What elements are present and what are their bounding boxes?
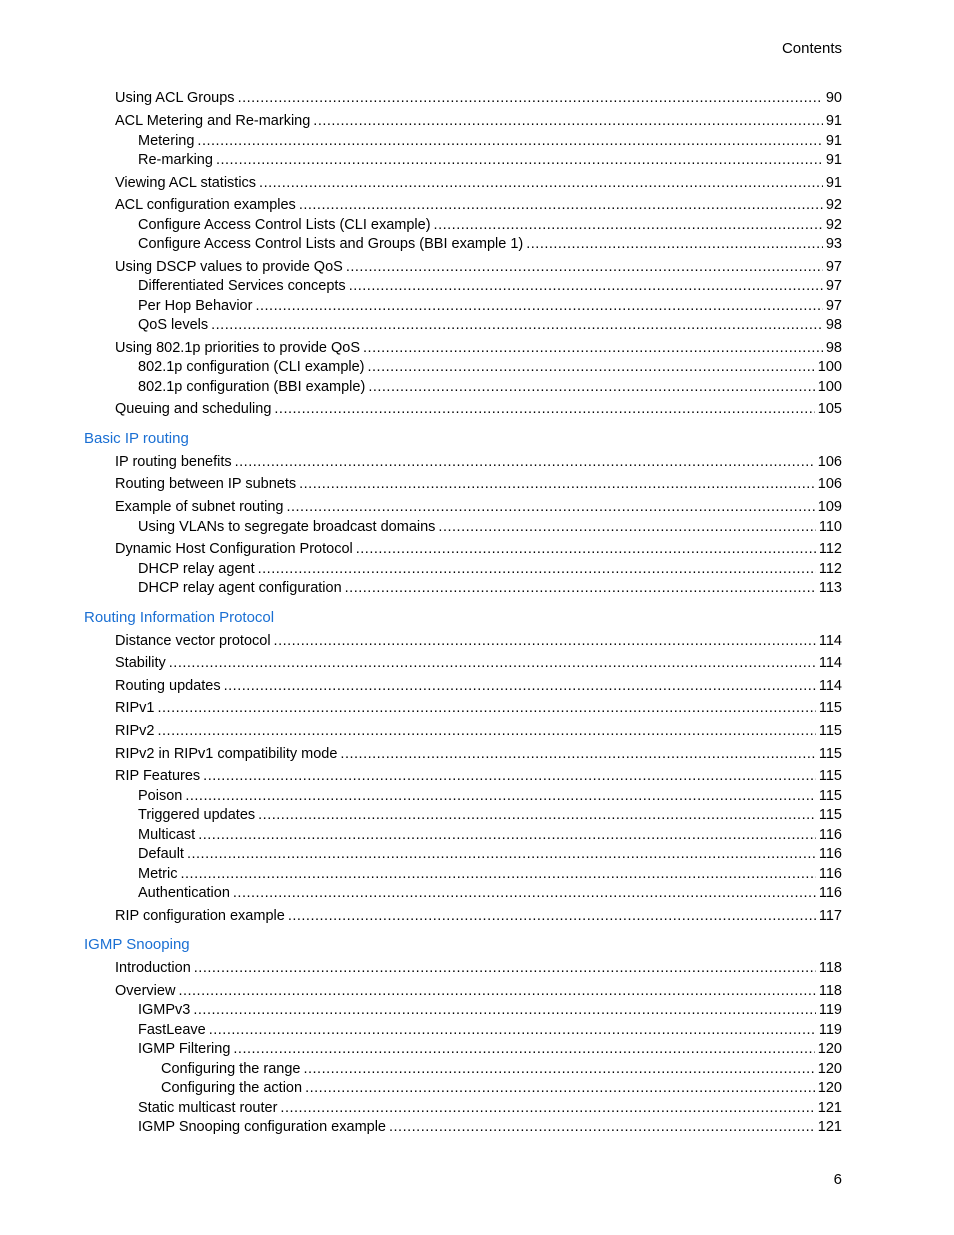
toc-entry-title: Triggered updates [138,807,256,823]
toc-entry[interactable] [138,132,842,150]
toc-entry-page-number: 120 [817,1041,842,1057]
dot-leader [368,378,814,396]
toc-entry-title: 802.1p configuration (BBI example) [138,379,366,395]
toc-entry-title: ACL configuration examples [115,197,296,213]
toc-entry-title: RIPv2 [115,723,155,739]
toc-entry-title: FastLeave [138,1022,206,1038]
toc-entry[interactable] [138,277,842,295]
toc-entry[interactable] [161,1079,842,1097]
dot-leader [368,358,815,376]
toc-entry[interactable] [115,907,842,925]
toc-entry-title: Poison [138,788,183,804]
toc-entry-title: Using VLANs to segregate broadcast domains [138,519,436,535]
toc-entry[interactable] [138,151,842,169]
toc-entry-title: Metering [138,133,195,149]
toc-entry-page-number: 110 [818,519,842,535]
toc-entry[interactable] [138,1001,842,1019]
dot-leader [526,235,823,253]
toc-entry-page-number: 91 [825,113,842,129]
toc-entry-page-number: 115 [818,807,842,823]
dot-leader [299,196,823,214]
toc-entry-title: Authentication [138,885,230,901]
page-number: 6 [833,1171,842,1188]
toc-entry-title: Routing updates [115,678,221,694]
dot-leader [299,475,815,493]
toc-entry-title: Per Hop Behavior [138,298,253,314]
toc-entry-title: Default [138,846,184,862]
dot-leader [274,632,816,650]
page-header-title: Contents [781,40,842,57]
toc-entry-page-number: 118 [818,960,842,976]
dot-leader [280,1099,814,1117]
dot-leader [224,677,816,695]
toc-entry[interactable] [115,677,842,695]
toc-entry-title: Configuring the range [161,1061,301,1077]
toc-entry-page-number: 97 [825,298,842,314]
toc-entry-title: ACL Metering and Re-marking [115,113,311,129]
dot-leader [169,654,816,672]
toc-entry[interactable] [138,826,842,844]
toc-entry[interactable] [138,358,842,376]
toc-entry[interactable] [138,865,842,883]
toc-entry-title: Viewing ACL statistics [115,175,257,191]
toc-entry[interactable] [138,297,842,315]
toc-entry-page-number: 97 [825,278,842,294]
toc-entry-page-number: 112 [818,561,842,577]
toc-entry-title: Multicast [138,827,196,843]
toc-entry-page-number: 91 [825,175,842,191]
dot-leader [180,865,815,883]
toc-entry-page-number: 92 [825,217,842,233]
toc-entry-page-number: 116 [818,866,842,882]
toc-entry[interactable] [138,1118,842,1136]
dot-leader [216,151,823,169]
dot-leader [288,907,816,925]
toc-section-heading[interactable]: Routing Information Protocol [84,609,275,626]
toc-entry[interactable] [138,378,842,396]
dot-leader [233,884,816,902]
toc-entry[interactable] [115,112,842,130]
toc-entry[interactable] [138,235,842,253]
toc-entry[interactable] [138,884,842,902]
dot-leader [209,1021,816,1039]
dot-leader [286,498,814,516]
dot-leader [340,745,815,763]
dot-leader [238,89,823,107]
dot-leader [305,1079,815,1097]
toc-entry-page-number: 106 [817,454,842,470]
toc-entry[interactable] [138,316,842,334]
toc-entry[interactable] [138,518,842,536]
toc-entry[interactable] [115,767,842,785]
toc-entry[interactable] [115,339,842,357]
toc-entry-title: IGMPv3 [138,1002,191,1018]
toc-entry[interactable] [138,1040,842,1058]
toc-entry-title: Configuring the action [161,1080,303,1096]
toc-entry-page-number: 116 [818,846,842,862]
toc-entry-page-number: 120 [817,1080,842,1096]
toc-entry[interactable] [115,196,842,214]
dot-leader [259,174,823,192]
toc-entry-title: Introduction [115,960,191,976]
dot-leader [178,982,815,1000]
toc-entry-title: DHCP relay agent configuration [138,580,342,596]
toc-entry-page-number: 116 [818,827,842,843]
toc-entry-title: Dynamic Host Configuration Protocol [115,541,353,557]
toc-entry-page-number: 119 [818,1002,842,1018]
toc-entry[interactable] [115,498,842,516]
dot-leader [193,1001,816,1019]
toc-entry-title: DHCP relay agent [138,561,255,577]
toc-entry-page-number: 109 [817,499,842,515]
toc-entry[interactable] [138,1099,842,1117]
toc-entry-title: Configure Access Control Lists and Groups (BBI example 1) [138,236,524,252]
toc-entry-title: Differentiated Services concepts [138,278,346,294]
toc-entry[interactable] [161,1060,842,1078]
dot-leader [233,1040,814,1058]
toc-entry-page-number: 114 [818,678,842,694]
toc-entry-title: RIPv1 [115,700,155,716]
toc-entry-page-number: 115 [818,788,842,804]
dot-leader [274,400,814,418]
dot-leader [203,767,816,785]
toc-entry-title: Static multicast router [138,1100,278,1116]
toc-entry-title: QoS levels [138,317,209,333]
toc-entry-page-number: 114 [818,655,842,671]
dot-leader [313,112,823,130]
toc-entry-page-number: 121 [817,1100,842,1116]
toc-entry-page-number: 116 [818,885,842,901]
dot-leader [434,216,823,234]
dot-leader [197,132,822,150]
toc-entry-title: RIPv2 in RIPv1 compatibility mode [115,746,338,762]
toc-entry-page-number: 115 [818,723,842,739]
dot-leader [158,722,816,740]
toc-entry[interactable] [115,89,842,107]
toc-entry-page-number: 114 [818,633,842,649]
toc-entry[interactable] [138,560,842,578]
toc-entry-page-number: 100 [817,359,842,375]
toc-entry-page-number: 100 [817,379,842,395]
toc-entry-page-number: 113 [818,580,842,596]
dot-leader [194,959,816,977]
toc-entry-page-number: 120 [817,1061,842,1077]
dot-leader [235,453,815,471]
toc-entry-title: IGMP Filtering [138,1041,231,1057]
toc-entry-title: Queuing and scheduling [115,401,272,417]
toc-entry-page-number: 115 [818,746,842,762]
toc-entry-title: RIP Features [115,768,201,784]
toc-entry-page-number: 115 [818,768,842,784]
dot-leader [438,518,815,536]
toc-entry[interactable] [138,1021,842,1039]
toc-entry-page-number: 91 [825,133,842,149]
toc-entry-title: Using DSCP values to provide QoS [115,259,343,275]
toc-entry-title: Example of subnet routing [115,499,284,515]
toc-entry-page-number: 112 [818,541,842,557]
toc-entry-page-number: 98 [825,317,842,333]
dot-leader [258,806,816,824]
toc-entry-page-number: 118 [818,983,842,999]
toc-entry-page-number: 117 [818,908,842,924]
toc-entry[interactable] [115,982,842,1000]
toc-entry[interactable] [138,579,842,597]
toc-entry[interactable] [115,959,842,977]
toc-entry-title: IP routing benefits [115,454,232,470]
toc-entry[interactable] [115,745,842,763]
dot-leader [345,579,816,597]
dot-leader [356,540,816,558]
toc-entry-page-number: 121 [817,1119,842,1135]
toc-entry-title: Distance vector protocol [115,633,271,649]
toc-entry-title: Metric [138,866,178,882]
toc-entry-title: Using 802.1p priorities to provide QoS [115,340,361,356]
toc-entry-page-number: 97 [825,259,842,275]
toc-section-heading[interactable]: IGMP Snooping [84,936,190,953]
toc-entry-page-number: 91 [825,152,842,168]
toc-entry-title: 802.1p configuration (CLI example) [138,359,365,375]
toc-entry[interactable] [115,258,842,276]
toc-entry[interactable] [115,699,842,717]
toc-entry-page-number: 93 [825,236,842,252]
toc-entry-title: Routing between IP subnets [115,476,297,492]
toc-entry[interactable] [115,654,842,672]
toc-entry[interactable] [138,787,842,805]
dot-leader [198,826,816,844]
toc-entry-title: RIP configuration example [115,908,285,924]
toc-entry-title: Re-marking [138,152,213,168]
toc-entry-title: Stability [115,655,166,671]
dot-leader [363,339,823,357]
toc-entry-page-number: 98 [825,340,842,356]
toc-entry[interactable] [138,806,842,824]
dot-leader [158,699,816,717]
toc-entry[interactable] [138,845,842,863]
toc-entry[interactable] [115,722,842,740]
toc-entry-page-number: 90 [825,90,842,106]
toc-entry[interactable] [115,453,842,471]
toc-entry-title: IGMP Snooping configuration example [138,1119,386,1135]
toc-entry[interactable] [115,632,842,650]
toc-entry-page-number: 115 [818,700,842,716]
dot-leader [258,560,816,578]
dot-leader [255,297,822,315]
toc-section-heading[interactable]: Basic IP routing [84,430,189,447]
toc-entry[interactable] [115,475,842,493]
dot-leader [211,316,823,334]
toc-entry-title: Configure Access Control Lists (CLI example) [138,217,431,233]
toc-entry-title: Using ACL Groups [115,90,235,106]
dot-leader [185,787,816,805]
toc-entry-page-number: 119 [818,1022,842,1038]
dot-leader [187,845,816,863]
dot-leader [349,277,823,295]
toc-entry-page-number: 105 [817,401,842,417]
toc-entry[interactable] [115,400,842,418]
dot-leader [303,1060,814,1078]
toc-entry-title: Overview [115,983,176,999]
toc-entry[interactable] [115,540,842,558]
dot-leader [389,1118,815,1136]
dot-leader [346,258,823,276]
toc-entry[interactable] [115,174,842,192]
toc-entry-page-number: 106 [817,476,842,492]
toc-entry-page-number: 92 [825,197,842,213]
toc-entry[interactable] [138,216,842,234]
